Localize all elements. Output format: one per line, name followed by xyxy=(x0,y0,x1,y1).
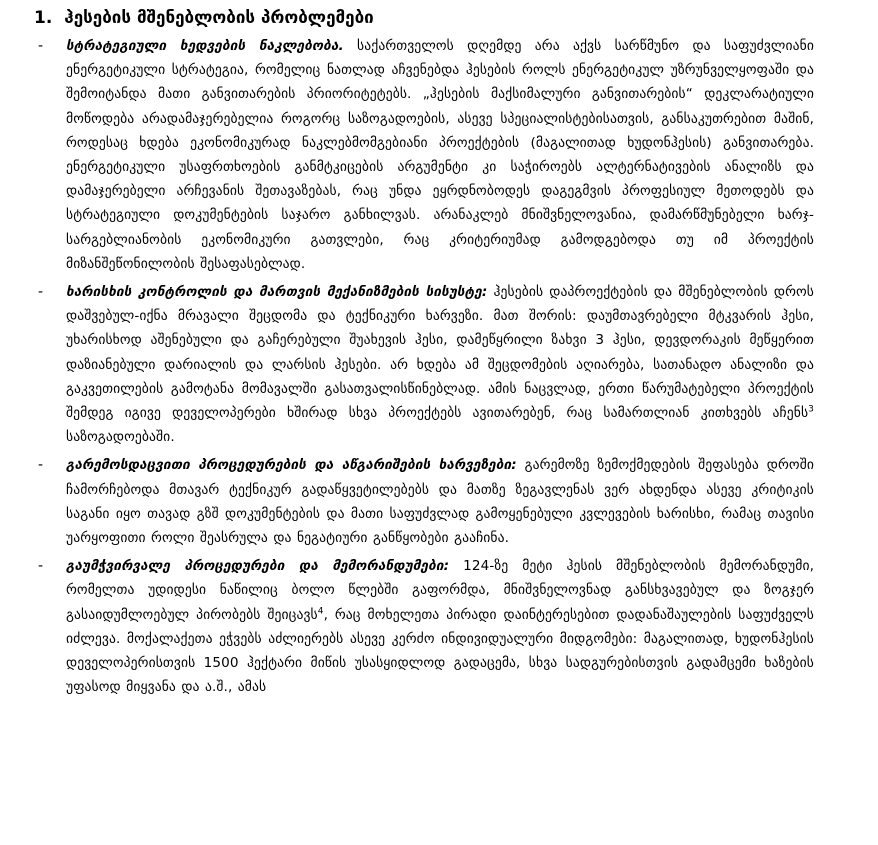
item-paragraph xyxy=(66,554,814,699)
item-text-continued: , რაც მოხელეთა პირადი დაინტერესებით დადანაშაულების საფუძველს იძლევა. მოქალაქეთა ეჭვებს აძლიერებს ასევე კერძო ინდივიდუალური მიდგომები: მაგალითად, ხუდონჰესის დეველოპერისთვის 1500 ჰექტარი მიწის უსასყიდლოდ გადაცემა, სხვა სადგურებისთვის გადამცემი ხაზების უფასოდ მიყვანა და ა.შ., ამას xyxy=(66,606,815,696)
item-text: 124-ზე მეტი ჰესის მშენებლობის მემორანდუმი, რომელთა უდიდესი ნაწილიც ბოლო წლებში გაფორმდა, მნიშვნელოვნად განსხვავებულ და ზოგჯერ გასაიდუმლოებულ პირობებს შეიცავს xyxy=(66,558,815,623)
list-marker: - xyxy=(38,457,44,474)
list-marker: - xyxy=(38,558,44,575)
footnote-ref[interactable]: 3 xyxy=(808,404,814,415)
list-item xyxy=(0,453,878,550)
problem-list xyxy=(0,34,878,703)
list-item xyxy=(0,280,878,449)
section-number: 1. xyxy=(34,8,53,28)
item-paragraph xyxy=(66,280,814,449)
list-marker: - xyxy=(38,38,44,54)
section-heading xyxy=(34,4,374,32)
item-text: საქართველოს დღემდე არა აქვს სარწმუნო და საფუძვლიანი ენერგეტიკული სტრატეგია, რომელიც ნათლად აჩვენებდა ჰესების როლს ენერგეტიკულ უზრუნველყოფაში და შემოიტანდა მათი განვითარების პრიორიტეტებს. „ჰესების მაქსიმალური განვითარების“ დეკლარატიული მოწოდება არადამაჯერებელია როგორც საზოგადოების, ასევე სპეციალისტებისათვის, განსაკუთრებით მაშინ, როდესაც ხდება ეკონომიკურად ნაკლებმომგებიანი პროექტების (მაგალითად ხუდონჰესის) განვითარება. ენერგეტიკული უსაფრთხოების განმტკიცების არგუმენტი კი საჭიროებს ალტერნატივების ანალიზს და დამაჯერებელი არჩევანის შეთავაზებას, რაც უნდა ეყრდნობოდეს დაგეგმვის პროფესიულ მეთოდებს და სტრატეგიული დოკუმენტების საჯარო განხილვას. არანაკლებ მნიშვნელოვანია, დამარწმუნებელი ხარჯ-სარგებლიანობის ეკონომიკური გათვლები, რაც კრიტერიუმად გამოდგებოდა თუ იმ პროექტის მიზანშეწონილობის შესაფასებლად. xyxy=(66,38,814,272)
item-text-continued: საზოგადოებაში. xyxy=(66,429,175,446)
list-item xyxy=(0,34,878,276)
item-paragraph xyxy=(66,453,814,550)
list-marker: - xyxy=(38,284,44,301)
item-title: სტრატეგიული ხედვების ნაკლებობა. xyxy=(66,38,344,54)
item-text: გარემოზე ზემოქმედების შეფასება დროში ჩამორჩებოდა მთავარ ტექნიკურ გადაწყვეტილებებს და მათზე ზეგავლენას ვერ ახდენდა ასევე კრიტიკის საგანი იყო თავად გზშ დოკუმენტების და მათი საფუძვლად გამოყენებული კვლევების ხარისხი, რამაც თავისი უარყოფითი როლი შეასრულა და ნეგატიური განწყობები გააჩინა. xyxy=(66,457,814,547)
item-title: გაუმჭვირვალე პროცედურები და მემორანდუმები: xyxy=(66,558,450,575)
item-paragraph xyxy=(66,34,814,276)
list-item xyxy=(0,554,878,699)
item-text: ჰესების დაპროექტების და მშენებლობის დროს დაშვებულ-იქნა მრავალი შეცდომა და ტექნიკური ხარვეზი. მათ შორის: დაუმთავრებელი მტკვარის ჰესი, უხარისხოდ აშენებული და გაჩერებული შუახევის ჰესი, დამეწყრილი ზახვი 3 ჰესი, დევდორაკის მეწყერით დაზიანებული დარიალის და ლარსის ჰესები. არ ხდება ამ შეცდომების აღიარება, სათანადო ანალიზი და გაკვეთილების გამოტანა მომავალში გასათვალისწინებლად. ამის ნაცვლად, ერთი წარუმატებელი პროექტის შემდეგ იგივე დეველოპერები ხშირად სხვა პროექტებს ავითარებენ, რაც სამართლიან კითხვებს აჩენს xyxy=(66,284,814,422)
footnote-ref[interactable]: 4 xyxy=(317,606,324,617)
item-title: ხარისხის კონტროლის და მართვის მექანიზმების სისუსტე: xyxy=(66,284,488,301)
section-title: ჰესების მშენებლობის პრობლემები xyxy=(64,8,374,28)
item-title: გარემოსდაცვითი პროცედურების და აწგარიშების ხარვეზები: xyxy=(66,457,517,474)
